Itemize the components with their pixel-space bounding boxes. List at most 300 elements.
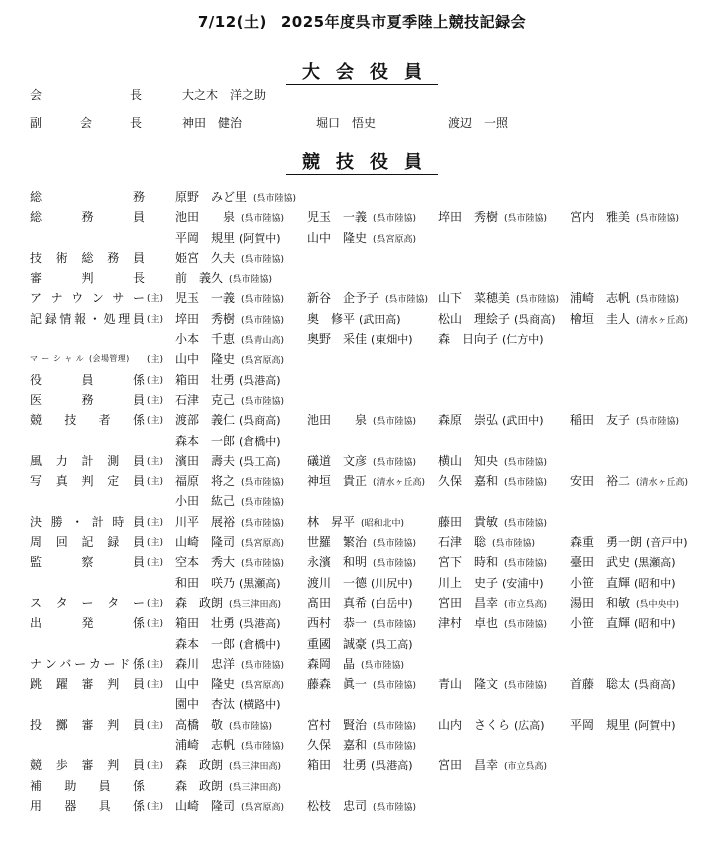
affiliation: (呉市陸協) (241, 295, 285, 306)
person-name: 安田 裕二 (570, 474, 631, 489)
official-row (0, 490, 724, 510)
affiliation: (呉市陸協) (504, 478, 548, 489)
affiliation: (呉市陸協) (636, 214, 680, 225)
official-entry (175, 269, 272, 286)
affiliation: (呉市陸協) (253, 194, 297, 204)
role-char: 判 (107, 758, 120, 773)
role-char: 跳 (30, 677, 43, 692)
official-entry (438, 675, 547, 692)
role-char: 競 (30, 413, 43, 428)
affiliation: (呉市陸協) (241, 315, 285, 326)
person-name: 森 政朗 (175, 778, 224, 793)
role-char: 用 (30, 798, 43, 813)
affiliation: (呉市陸協) (241, 498, 285, 509)
role-char: 係 (132, 413, 145, 428)
official-entry (175, 635, 281, 652)
role-char: 情 (59, 311, 72, 326)
duty-role (30, 208, 145, 225)
role-char: 審 (81, 758, 94, 773)
role-char: 歩 (55, 758, 68, 773)
official-row (0, 754, 724, 774)
official-entry (175, 614, 281, 631)
affiliation: (呉市陸協) (504, 214, 548, 225)
official-entry (438, 594, 547, 611)
official-entry (438, 614, 547, 631)
role-char: ナ (30, 656, 43, 671)
official-row (0, 775, 724, 795)
affiliation: (呉市陸協) (241, 254, 285, 265)
person-name: 浦崎 志帆 (570, 291, 631, 306)
person-name: 宮下 時和 (438, 555, 499, 570)
duty-role (30, 533, 145, 550)
official-name: 堀口 悟史 (316, 116, 377, 130)
affiliation: (呉市陸協) (636, 295, 680, 306)
person-name: 森原 崇弘 (438, 413, 499, 428)
role-char: 力 (55, 453, 68, 468)
official-entry (570, 574, 676, 591)
official-entry (175, 229, 281, 246)
affiliation: (呉市陸協) (385, 295, 429, 306)
official-row (0, 572, 724, 592)
affiliation: (昭和中) (634, 617, 676, 631)
role-char: 録 (107, 535, 120, 550)
affiliation: (呉市陸協) (373, 214, 417, 225)
role-char: 務 (132, 190, 145, 204)
official-entry (175, 574, 281, 591)
role-char: 務 (81, 392, 94, 407)
person-name: 奥 修平 (307, 311, 356, 326)
person-name: 空本 秀大 (175, 555, 236, 570)
document-title (0, 11, 724, 32)
affiliation: (呉港高) (371, 759, 413, 773)
official-entry (307, 574, 413, 591)
chief-marker: (主) (147, 395, 164, 406)
official-entry (570, 675, 676, 692)
person-name: 箱田 壮勇 (175, 616, 236, 631)
person-name: 山中 隆史 (175, 352, 236, 367)
affiliation: (呉市陸協) (373, 802, 417, 813)
official-entry (175, 675, 284, 692)
official-entry (438, 513, 547, 530)
affiliation: (昭和北中) (361, 518, 405, 529)
role-char: 務 (81, 210, 94, 225)
competition-heading-text: 競技役員 (286, 152, 438, 175)
role-char: 決 (30, 514, 43, 529)
person-name: 森川 忠洋 (175, 656, 236, 671)
official-entry (175, 695, 281, 712)
person-name: 原野 みど里 (175, 190, 248, 204)
role-char: 助 (64, 778, 77, 793)
person-name: 森重 勇一朗 (570, 535, 643, 550)
affiliation: (呉市陸協) (492, 539, 536, 550)
affiliation: (呉市陸協) (373, 457, 417, 468)
person-name: 稲田 友子 (570, 413, 631, 428)
affiliation: (呉市陸協) (229, 275, 273, 286)
official-row (0, 450, 724, 470)
person-name: 永濱 和明 (307, 555, 368, 570)
affiliation: (横路中) (239, 698, 281, 712)
official-entry (570, 411, 679, 428)
role-char: ド (118, 656, 131, 671)
affiliation: (呉市陸協) (373, 721, 417, 732)
role-char: ー (74, 656, 87, 671)
person-name: 山中 隆史 (175, 677, 236, 692)
role-char: ア (30, 291, 43, 306)
official-entry (307, 675, 416, 692)
affiliation: (呉市陸協) (373, 742, 417, 753)
role-char: ー (41, 354, 50, 364)
affiliation: (呉市陸協) (504, 681, 548, 692)
official-entry (307, 513, 404, 530)
duty-role (30, 756, 145, 773)
role-char: 総 (81, 250, 94, 265)
officials-heading-text: 大会役員 (286, 62, 438, 85)
official-entry (438, 289, 559, 306)
affiliation: (黒瀬高) (634, 556, 676, 570)
competition-officials-table (0, 186, 724, 815)
official-entry (175, 371, 281, 388)
role-char: 会 (79, 116, 92, 130)
role-char: ン (44, 656, 57, 671)
role-char: ー (81, 595, 94, 610)
official-entry (175, 716, 272, 733)
official-entry (175, 513, 284, 530)
official-entry (307, 756, 413, 773)
person-name: 前 義久 (175, 271, 224, 286)
role-char: 員 (132, 555, 145, 570)
person-name: 山中 隆史 (307, 230, 368, 245)
person-name: 園中 杏汰 (175, 697, 236, 712)
role-char: 器 (64, 798, 77, 813)
official-row (0, 430, 724, 450)
affiliation: (呉三津田高) (229, 599, 282, 610)
person-name: 箱田 壮勇 (307, 758, 368, 773)
affiliation: (呉市陸協) (229, 721, 273, 732)
official-entry (570, 310, 688, 327)
affiliation: (呉市陸協) (241, 660, 285, 671)
person-name: 久保 嘉和 (307, 738, 368, 753)
role-char: 判 (81, 474, 94, 489)
role-char: 補 (30, 778, 43, 793)
official-row (0, 633, 724, 653)
affiliation: (呉宮原高) (373, 234, 417, 245)
person-name: 川平 展裕 (175, 514, 236, 529)
official-row (0, 714, 724, 734)
official-entry (175, 391, 284, 408)
affiliation: (東畑中) (371, 333, 413, 347)
official-row (0, 673, 724, 693)
role-char: 審 (81, 677, 94, 692)
affiliation: (呉中央中) (636, 599, 680, 610)
role-char: 係 (132, 656, 145, 671)
official-entry (438, 533, 535, 550)
official-row (0, 653, 724, 673)
person-name: 宮田 昌幸 (438, 758, 499, 773)
official-role (30, 114, 142, 131)
event-date: 7/12(土) (197, 13, 267, 31)
competition-officials-heading (0, 148, 724, 174)
official-entry (307, 655, 404, 672)
role-char: ス (30, 595, 43, 610)
affiliation: (呉市陸協) (373, 559, 417, 570)
official-entry (570, 614, 676, 631)
affiliation: (呉市陸協) (373, 681, 417, 692)
affiliation: (呉港高) (239, 373, 281, 387)
chief-marker: (主) (147, 477, 164, 488)
person-name: 神垣 貴正 (307, 474, 368, 489)
duty-role (30, 797, 145, 814)
role-char: タ (55, 595, 68, 610)
official-row (0, 470, 724, 490)
duty-role (30, 452, 145, 469)
role-char: 員 (132, 453, 145, 468)
affiliation: (呉市陸協) (373, 417, 417, 428)
role-char: 長 (132, 271, 145, 286)
affiliation: (呉市陸協) (373, 620, 417, 631)
role-char: 術 (55, 250, 68, 265)
official-row (0, 531, 724, 551)
person-name: 世羅 繁治 (307, 535, 368, 550)
official-entry (175, 594, 281, 611)
event-name: 2025年度呉市夏季陸上競技記録会 (280, 13, 527, 31)
official-entry (307, 553, 416, 570)
official-entry (307, 330, 413, 347)
role-char: 役 (30, 372, 43, 387)
official-entry (307, 229, 416, 246)
person-name: 児玉 一義 (175, 291, 236, 306)
official-entry (175, 432, 281, 449)
person-name: 重國 誠豪 (307, 636, 368, 651)
official-entry (307, 452, 416, 469)
official-entry (307, 635, 413, 652)
person-name: 池田 泉 (307, 413, 368, 428)
affiliation: (呉市陸協) (373, 539, 417, 550)
official-entry (438, 553, 547, 570)
role-char: ャ (64, 354, 73, 364)
person-name: 林 昇平 (307, 514, 356, 529)
chief-marker: (主) (147, 375, 164, 386)
role-char: 総 (30, 210, 43, 225)
official-row (0, 612, 724, 632)
official-row (0, 551, 724, 571)
person-name: 平岡 規里 (570, 717, 631, 732)
role-char: ・ (71, 514, 84, 529)
role-char: 擲 (55, 717, 68, 732)
official-entry (175, 533, 284, 550)
affiliation: (倉橋中) (239, 637, 281, 651)
affiliation: (市立呉高) (504, 599, 548, 610)
official-row (0, 409, 724, 429)
role-char: 時 (112, 514, 125, 529)
affiliation: (呉市陸協) (241, 396, 285, 407)
official-entry (175, 492, 284, 509)
role-char: 係 (132, 778, 145, 793)
person-name: 池田 泉 (175, 210, 236, 225)
role-char: 員 (98, 778, 111, 793)
official-entry (307, 289, 428, 306)
person-name: 森 政朗 (175, 595, 224, 610)
affiliation: (呉商高) (634, 678, 676, 692)
person-name: 首藤 聡太 (570, 677, 631, 692)
chief-marker: (主) (147, 314, 164, 325)
person-name: 礒道 文彦 (307, 453, 368, 468)
official-entry (307, 472, 425, 489)
role-char: 風 (30, 453, 43, 468)
person-name: 渡部 義仁 (175, 413, 236, 428)
affiliation: (呉三津田高) (229, 762, 282, 773)
official-entry (307, 736, 416, 753)
affiliation: (呉市陸協) (504, 457, 548, 468)
official-name: 大之木 洋之助 (182, 88, 267, 102)
official-entry (307, 310, 401, 327)
affiliation: (呉港高) (239, 617, 281, 631)
affiliation: (呉宮原高) (241, 356, 285, 367)
person-name: 山内 さくら (438, 717, 511, 732)
person-name: 川上 史子 (438, 575, 499, 590)
person-name: 青山 隆文 (438, 677, 499, 692)
person-name: 宮田 昌幸 (438, 595, 499, 610)
role-char: 技 (64, 413, 77, 428)
official-row (0, 389, 724, 409)
role-char: 測 (107, 453, 120, 468)
duty-role (30, 655, 145, 672)
officials-heading (0, 58, 724, 84)
official-row (0, 247, 724, 267)
person-name: 小田 紘己 (175, 494, 236, 509)
role-char: 出 (30, 616, 43, 631)
chief-marker: (主) (147, 680, 164, 691)
role-char: 記 (81, 535, 94, 550)
affiliation: (仁方中) (502, 333, 544, 347)
role-char: バ (59, 656, 72, 671)
person-name: 平岡 規里 (175, 230, 236, 245)
role-char: 審 (81, 717, 94, 732)
official-row (0, 511, 724, 531)
affiliation: (清水ヶ丘高) (373, 478, 426, 489)
official-entry (175, 777, 281, 794)
duty-role (30, 249, 145, 266)
role-char: 具 (98, 798, 111, 813)
affiliation: (呉宮原高) (241, 681, 285, 692)
person-name: 濱田 壽夫 (175, 453, 236, 468)
chief-marker: (主) (147, 538, 164, 549)
official-row (0, 795, 724, 815)
person-name: 久保 嘉和 (438, 474, 499, 489)
affiliation: (呉宮原高) (241, 802, 285, 813)
official-entry (175, 452, 281, 469)
role-char: 周 (30, 535, 43, 550)
official-entry (175, 553, 284, 570)
person-name: 髙田 真希 (307, 595, 368, 610)
duty-role (30, 472, 145, 489)
person-name: 森岡 晶 (307, 656, 356, 671)
official-row (0, 734, 724, 754)
person-name: 児玉 一義 (307, 210, 368, 225)
official-entry (570, 533, 688, 550)
role-char: 録 (44, 311, 57, 326)
role-char: 投 (30, 717, 43, 732)
role-char: 察 (81, 555, 94, 570)
person-name: 小笹 直輝 (570, 575, 631, 590)
affiliation: (武田中) (502, 414, 544, 428)
affiliation: (呉工高) (239, 454, 281, 468)
chief-marker: (主) (147, 720, 164, 731)
official-row (0, 693, 724, 713)
official-row (0, 186, 724, 206)
role-char: ー (132, 595, 145, 610)
affiliation: (呉三津田高) (229, 782, 282, 793)
official-entry (175, 289, 284, 306)
duty-role (30, 675, 145, 692)
role-note: (会場管理) (89, 354, 130, 364)
affiliation: (呉宮原高) (241, 539, 285, 550)
duty-role (30, 391, 145, 408)
role-char: 報 (74, 311, 87, 326)
role-char: 理 (118, 311, 131, 326)
chief-marker: (主) (147, 619, 164, 630)
official-entry (570, 289, 679, 306)
role-char: 長 (129, 116, 142, 130)
official-entry (438, 472, 547, 489)
affiliation: (呉市陸協) (241, 518, 285, 529)
role-char: 員 (132, 250, 145, 265)
role-char: ・ (88, 311, 101, 326)
person-name: 宮内 雅美 (570, 210, 631, 225)
affiliation: (呉青山高) (241, 336, 285, 347)
role-char: 処 (103, 311, 116, 326)
affiliation: (阿賀中) (239, 231, 281, 245)
role-char: ー (132, 291, 145, 306)
duty-role (30, 289, 145, 306)
affiliation: (呉市陸協) (241, 742, 285, 753)
official-entry (307, 208, 416, 225)
role-char: 勝 (50, 514, 63, 529)
official-row (0, 206, 724, 226)
role-char: 総 (30, 190, 43, 204)
affiliation: (呉市陸協) (241, 559, 285, 570)
official-entry (438, 411, 544, 428)
role-char: 躍 (55, 677, 68, 692)
official-entry (175, 411, 281, 428)
person-name: 渡川 一德 (307, 575, 368, 590)
role-char: マ (30, 354, 39, 364)
role-char: 務 (107, 250, 120, 265)
role-char: 係 (132, 372, 145, 387)
official-entry (307, 614, 416, 631)
affiliation: (呉商高) (239, 414, 281, 428)
person-name: 浦崎 志帆 (175, 738, 236, 753)
role-char: 員 (132, 210, 145, 225)
role-char: 医 (30, 392, 43, 407)
role-char: 判 (107, 717, 120, 732)
role-char: 会 (30, 88, 43, 102)
official-entry (570, 553, 676, 570)
role-char: 係 (132, 616, 145, 631)
role-char: ナ (50, 291, 63, 306)
duty-role (30, 411, 145, 428)
affiliation: (武田高) (359, 312, 401, 326)
official-entry (307, 716, 416, 733)
official-entry (307, 797, 416, 814)
role-char: ル (75, 354, 85, 364)
affiliation: (呉市陸協) (241, 214, 285, 225)
role-char: 員 (132, 474, 145, 489)
affiliation: (阿賀中) (634, 718, 676, 732)
official-entry (570, 716, 676, 733)
role-char: ー (103, 656, 116, 671)
official-entry (307, 533, 416, 550)
official-entry (570, 208, 679, 225)
